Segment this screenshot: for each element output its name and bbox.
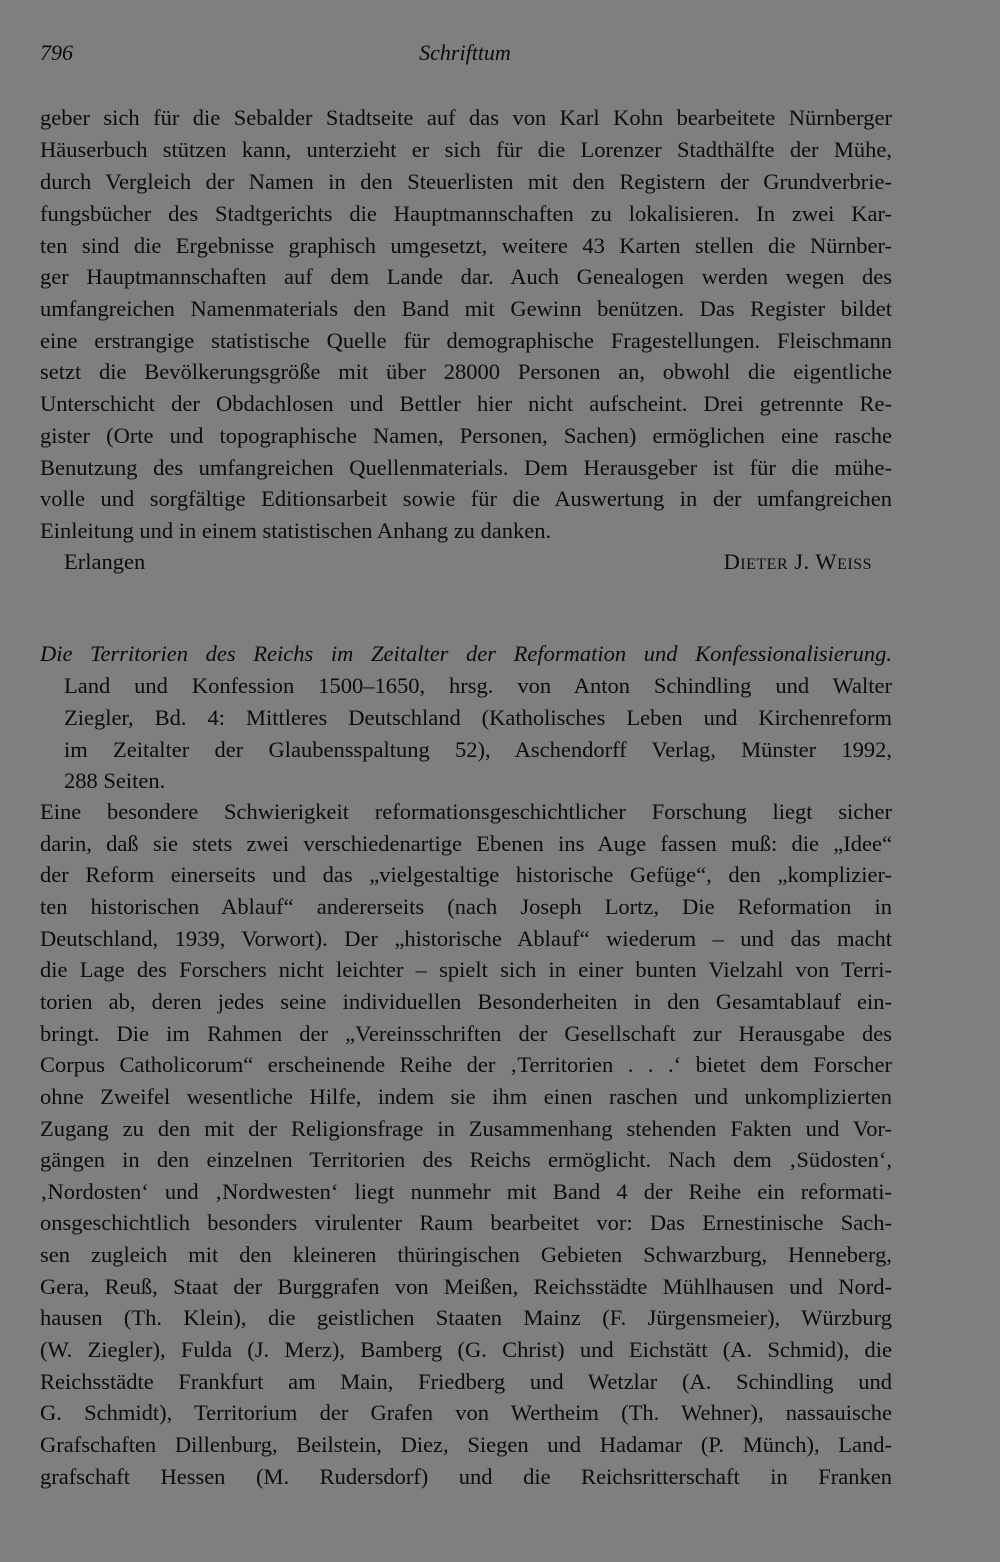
text-line: (W. Ziegler), Fulda (J. Merz), Bamberg (G. Christ) und Eichstätt (A. Schmid), die <box>40 1337 892 1362</box>
page-header <box>40 40 890 76</box>
text-line: umfangreichen Namenmaterials den Band mit Gewinn benützen. Das Register bildet <box>40 296 892 321</box>
text-line: bringt. Die im Rahmen der „Vereinsschriften der Gesellschaft zur Herausgabe des <box>40 1021 892 1046</box>
reviewer-name: Dieter J. Weiss <box>723 549 872 574</box>
text-line: onsgeschichtlich besonders virulenter Raum bearbeitet vor: Das Ernestinische Sach- <box>40 1210 892 1235</box>
text-line: ten sind die Ergebnisse graphisch umgesetzt, weitere 43 Karten stellen die Nürnber- <box>40 233 892 258</box>
text-line: Eine besondere Schwierigkeit reformationsgeschichtlicher Forschung liegt sicher <box>40 799 892 824</box>
text-line: ten historischen Ablauf“ andererseits (nach Joseph Lortz, Die Reformation in <box>40 894 892 919</box>
text-line: die Lage des Forschers nicht leichter – spielt sich in einer bunten Vielzahl von Terri- <box>40 957 892 982</box>
text-line: Reichsstädte Frankfurt am Main, Friedberg und Wetzlar (A. Schindling und <box>40 1369 892 1394</box>
text-line: geber sich für die Sebalder Stadtseite auf das von Karl Kohn bearbeitete Nürnberger <box>40 105 892 130</box>
text-line: hausen (Th. Klein), die geistlichen Staaten Mainz (F. Jürgensmeier), Würzburg <box>40 1305 892 1330</box>
citation-line: im Zeitalter der Glaubensspaltung 52), Aschendorff Verlag, Münster 1992, <box>64 737 892 762</box>
text-line: setzt die Bevölkerungsgröße mit über 28000 Personen an, obwohl die eigentliche <box>40 359 892 384</box>
text-line: gister (Orte und topographische Namen, Personen, Sachen) ermöglichen eine rasche <box>40 423 892 448</box>
text-line: G. Schmidt), Territorium der Grafen von Wertheim (Th. Wehner), nassauische <box>40 1400 892 1425</box>
text-line: volle und sorgfältige Editionsarbeit sowie für die Auswertung in der umfangreichen <box>40 486 892 511</box>
running-head: Schrifttum <box>419 40 511 65</box>
text-line: Unterschicht der Obdachlosen und Bettler hier nicht aufscheint. Drei getrennte Re- <box>40 391 892 416</box>
text-line: Häuserbuch stützen kann, unterzieht er sich für die Lorenzer Stadthälfte der Mühe, <box>40 137 892 162</box>
text-line: grafschaft Hessen (M. Rudersdorf) und die Reichsritterschaft in Franken <box>40 1464 892 1489</box>
text-line: ger Hauptmannschaften auf dem Lande dar. Auch Genealogen werden wegen des <box>40 264 892 289</box>
text-line: Einleitung und in einem statistischen Anhang zu danken. <box>40 518 552 543</box>
text-line: Grafschaften Dillenburg, Beilstein, Diez, Siegen und Hadamar (P. Münch), Land- <box>40 1432 892 1457</box>
text-line: sen zugleich mit den kleineren thüringischen Gebieten Schwarzburg, Henneberg, <box>40 1242 892 1267</box>
citation-line: Land und Konfession 1500–1650, hrsg. von Anton Schindling und Walter <box>64 673 892 698</box>
text-line: ‚Nordosten‘ und ‚Nordwesten‘ liegt nunmehr mit Band 4 der Reihe ein reformati- <box>40 1179 892 1204</box>
text-line: Corpus Catholicorum“ erscheinende Reihe der ‚Territorien . . .‘ bietet dem Forscher <box>40 1052 892 1077</box>
citation-line: Ziegler, Bd. 4: Mittleres Deutschland (Katholisches Leben und Kirchenreform <box>64 705 892 730</box>
text-line: torien ab, deren jedes seine individuellen Besonderheiten in den Gesamtablauf ein- <box>40 989 892 1014</box>
page-number: 796 <box>40 40 73 65</box>
citation-line: 288 Seiten. <box>64 768 166 793</box>
text-line: fungsbücher des Stadtgerichts die Hauptmannschaften zu lokalisieren. In zwei Kar- <box>40 201 892 226</box>
citation-title: Die Territorien des Reichs im Zeitalter der Reformation und Konfessionalisierung. <box>40 641 892 666</box>
text-line: ohne Zweifel wesentliche Hilfe, indem sie ihm einen raschen und unkomplizierten <box>40 1084 892 1109</box>
text-line: darin, daß sie stets zwei verschiedenartige Ebenen ins Auge fassen muß: die „Idee“ <box>40 831 892 856</box>
text-line: eine erstrangige statistische Quelle für demographische Fragestellungen. Fleischmann <box>40 328 892 353</box>
text-line: Deutschland, 1939, Vorwort). Der „historische Ablauf“ wiederum – und das macht <box>40 926 892 951</box>
text-line: Zugang zu den mit der Religionsfrage in Zusammenhang stehenden Fakten und Vor- <box>40 1116 892 1141</box>
reviewer-place: Erlangen <box>64 549 146 574</box>
text-line: Gera, Reuß, Staat der Burggrafen von Meißen, Reichsstädte Mühlhausen und Nord- <box>40 1274 892 1299</box>
text-line: der Reform einerseits und das „vielgestaltige historische Gefüge“, den „komplizier- <box>40 862 892 887</box>
text-line: gängen in den einzelnen Territorien des Reichs ermöglicht. Nach dem ‚Südosten‘, <box>40 1147 892 1172</box>
text-line: Benutzung des umfangreichen Quellenmaterials. Dem Herausgeber ist für die mühe- <box>40 455 892 480</box>
text-line: durch Vergleich der Namen in den Steuerlisten mit den Registern der Grundverbrie- <box>40 169 892 194</box>
